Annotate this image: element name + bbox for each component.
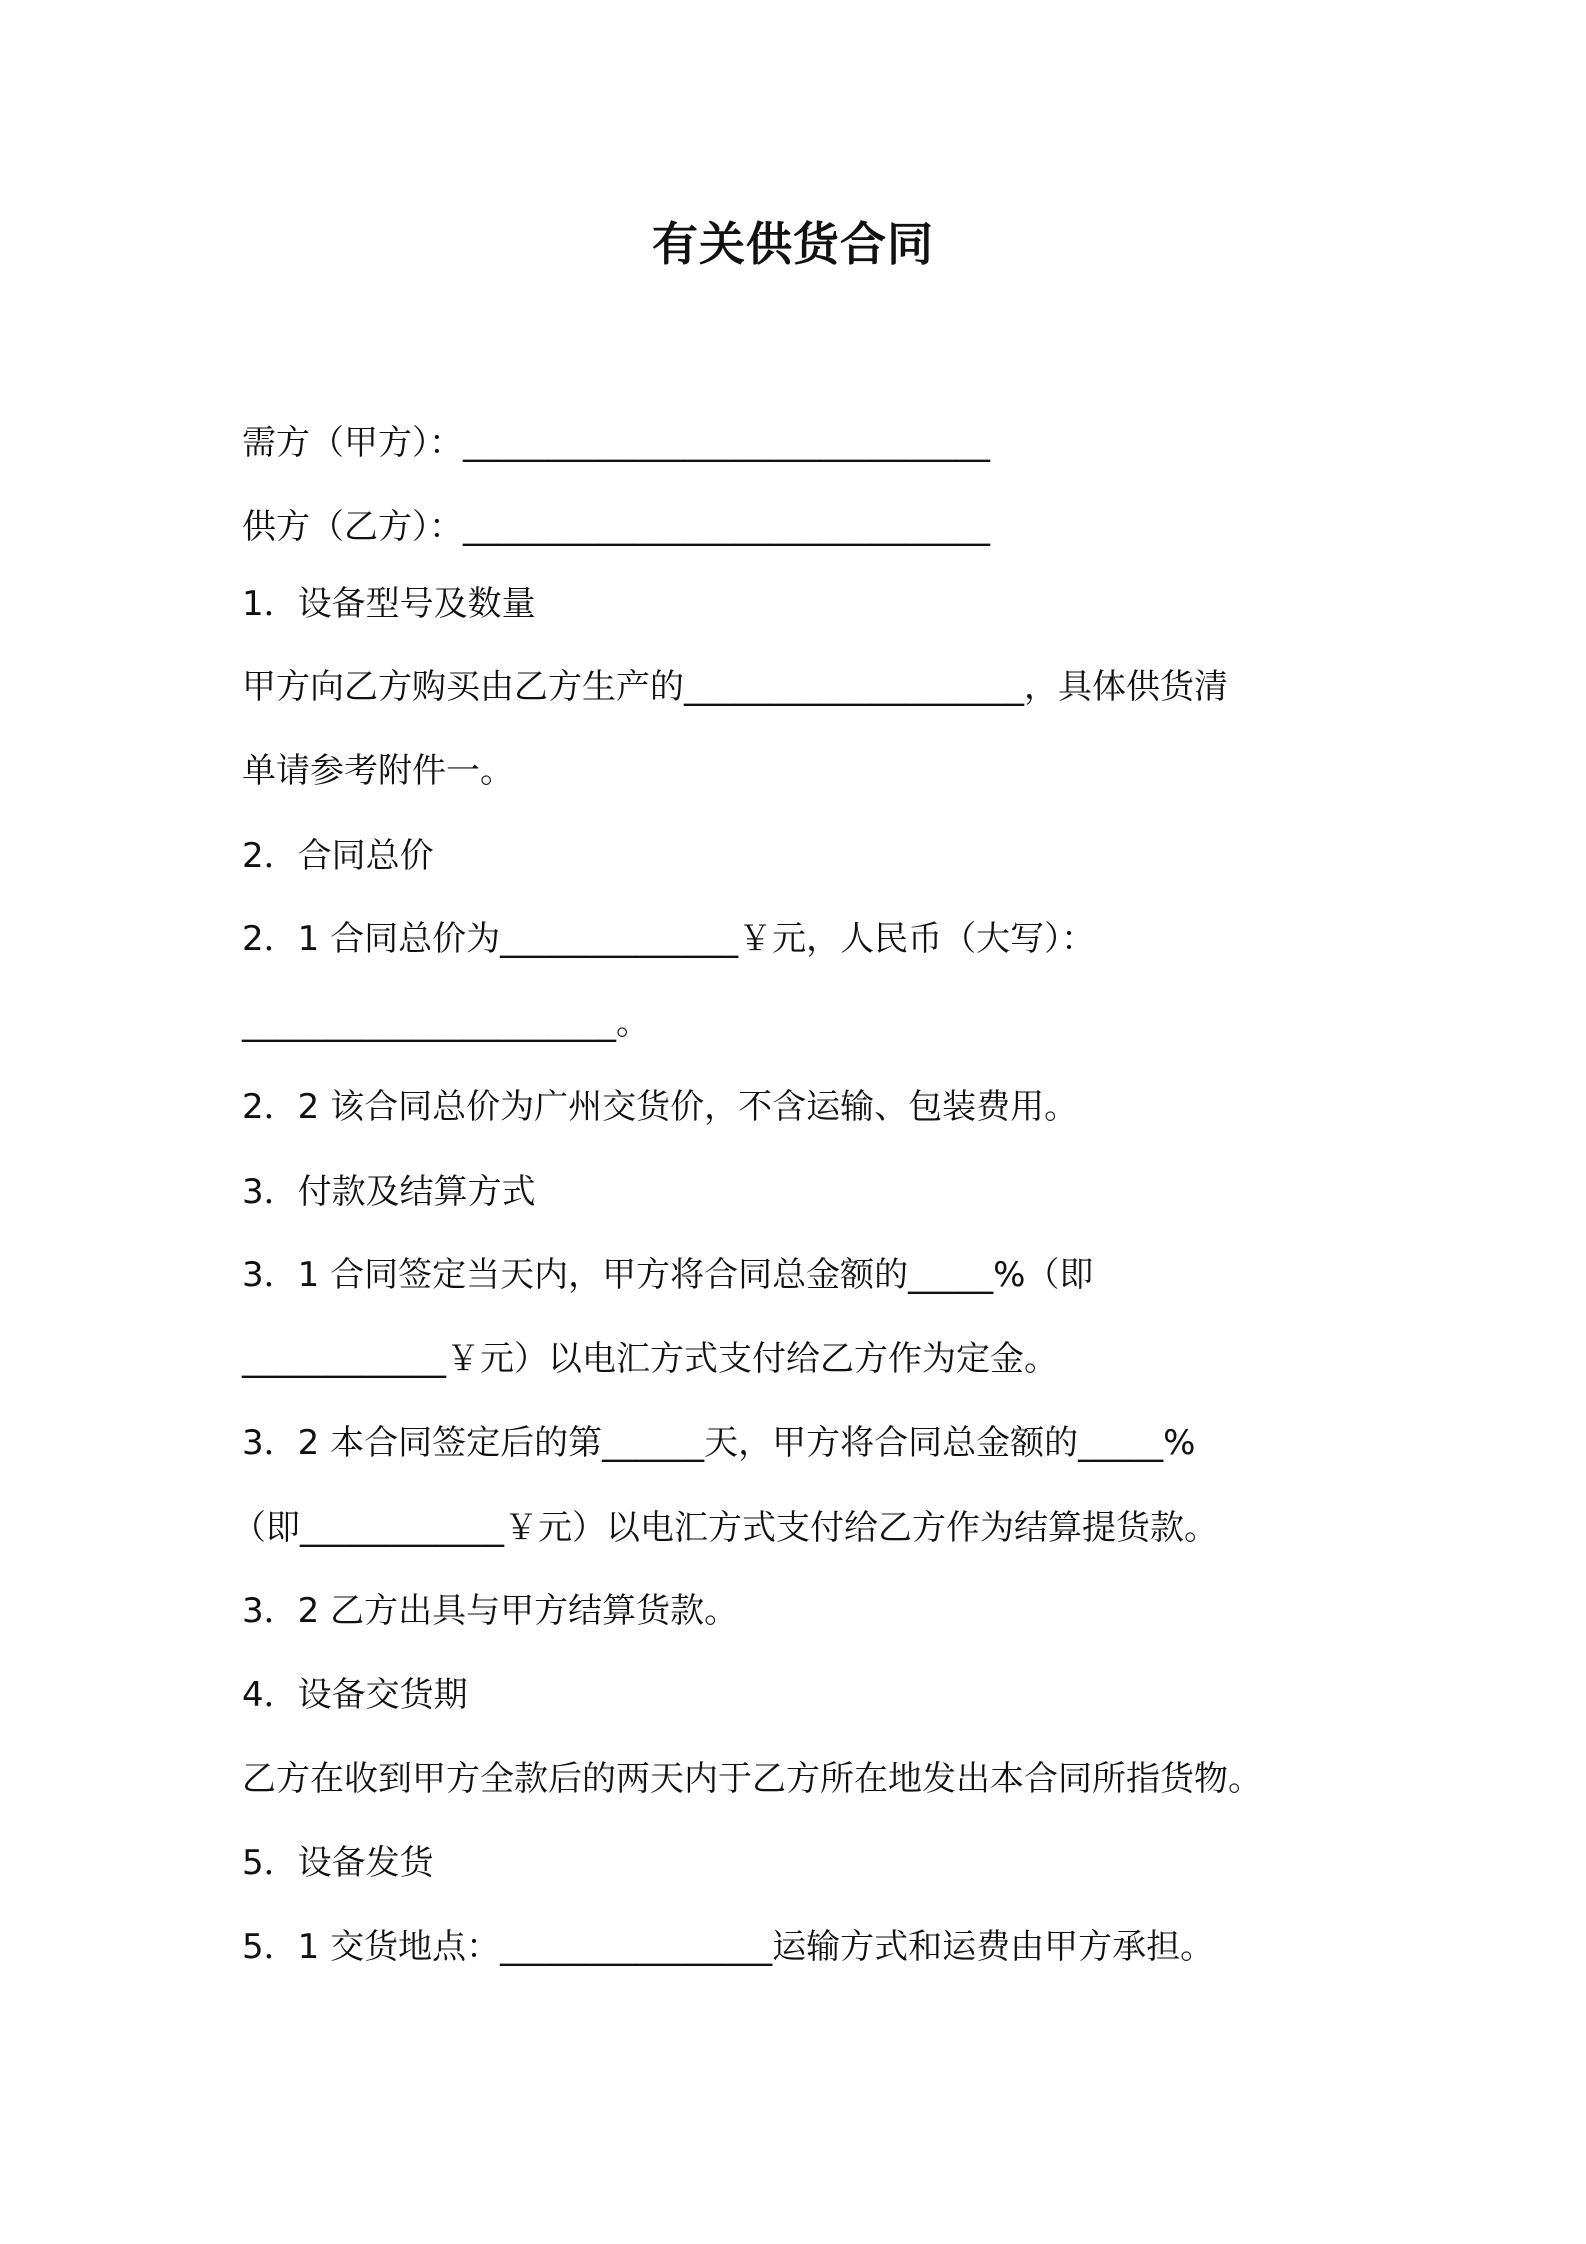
clause-2-2: 2．2 该合同总价为广州交货价，不含运输、包装费用。 (242, 1087, 1079, 1127)
clause-5-1: 5．1 交货地点：________________运输方式和运费由甲方承担。 (242, 1927, 1215, 1967)
section-1-heading: 1．设备型号及数量 (242, 584, 536, 624)
party-b-line: 供方（乙方）：_______________________________ (242, 507, 990, 547)
document-title: 有关供货合同 (652, 217, 934, 271)
section-5-heading: 5．设备发货 (242, 1843, 434, 1883)
section-3-heading: 3．付款及结算方式 (242, 1172, 536, 1212)
clause-2-1-line-1: 2．1 合同总价为______________￥元，人民币（大写）： (242, 919, 1096, 959)
clause-2-1-line-2: ______________________。 (242, 1003, 650, 1043)
clause-3-2b: 3．2 乙方出具与甲方结算货款。 (242, 1591, 739, 1631)
section-4-heading: 4．设备交货期 (242, 1675, 468, 1715)
section-1-text-line-2: 单请参考附件一。 (242, 751, 514, 791)
clause-3-2-line-1: 3．2 本合同签定后的第______天，甲方将合同总金额的_____% (242, 1423, 1196, 1463)
party-a-line: 需方（甲方）：_______________________________ (242, 423, 990, 463)
clause-3-1-line-2: ____________￥元）以电汇方式支付给乙方作为定金。 (242, 1339, 1058, 1379)
section-4-text: 乙方在收到甲方全款后的两天内于乙方所在地发出本合同所指货物。 (242, 1759, 1262, 1799)
section-2-heading: 2．合同总价 (242, 836, 434, 876)
clause-3-2-line-2: （即____________￥元）以电汇方式支付给乙方作为结算提货款。 (232, 1508, 1218, 1548)
clause-3-1-line-1: 3．1 合同签定当天内，甲方将合同总金额的_____%（即 (242, 1255, 1094, 1295)
section-1-text-line-1: 甲方向乙方购买由乙方生产的____________________，具体供货清 (242, 667, 1228, 707)
